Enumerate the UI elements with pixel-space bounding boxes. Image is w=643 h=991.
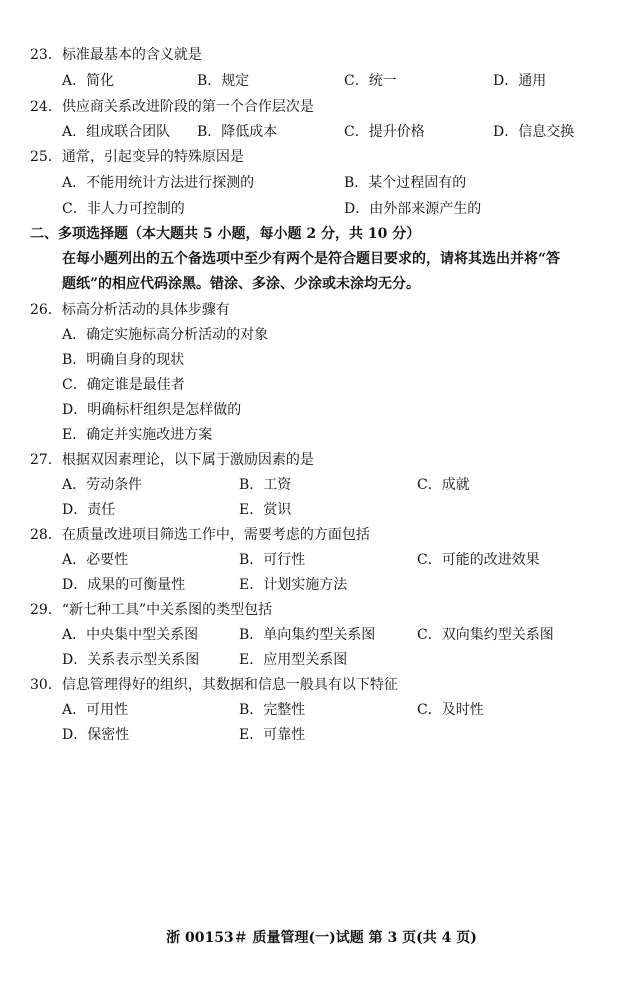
q30-option-a: A．可用性 [62,702,129,718]
q29-option-b: B．单向集约型关系图 [239,627,376,643]
q30-option-e: E．可靠性 [239,727,306,743]
q26-option-b: B．明确自身的现状 [62,352,185,368]
q27-option-a: A．劳动条件 [62,477,143,493]
page-footer: 浙 00153＃ 质量管理(一)试题 第 3 页(共 4 页) [166,930,477,946]
q23-option-c: C．统一 [344,73,397,89]
q29-option-c: C．双向集约型关系图 [417,627,554,643]
section-2-title: 二、多项选择题（本大题共 5 小题，每小题 2 分，共 10 分） [30,226,421,242]
question-24-stem: 24．供应商关系改进阶段的第一个合作层次是 [30,99,314,115]
question-27-stem: 27．根据双因素理论，以下属于激励因素的是 [30,452,314,468]
q24-option-b: B．降低成本 [197,124,278,140]
q28-option-d: D．成果的可衡量性 [62,577,186,593]
q28-option-c: C．可能的改进效果 [417,552,540,568]
q23-option-b: B．规定 [197,73,250,89]
q25-option-b: B．某个过程固有的 [344,175,467,191]
question-28-stem: 28．在质量改进项目筛选工作中，需要考虑的方面包括 [30,527,370,543]
q23-option-a: A．简化 [62,73,115,89]
q25-option-a: A．不能用统计方法进行探测的 [62,175,255,191]
q28-option-e: E．计划实施方法 [239,577,348,593]
question-25-stem: 25．通常，引起变异的特殊原因是 [30,149,244,165]
q26-option-e: E．确定并实施改进方案 [62,427,213,443]
q27-option-d: D．责任 [62,502,116,518]
q25-option-c: C．非人力可控制的 [62,201,185,217]
q24-option-a: A．组成联合团队 [62,124,171,140]
section-2-instruction-line-2: 题纸”的相应代码涂黑。错涂、多涂、少涂或未涂均无分。 [62,276,421,292]
q29-option-d: D．关系表示型关系图 [62,652,200,668]
q27-option-b: B．工资 [239,477,292,493]
q25-option-d: D．由外部来源产生的 [344,201,482,217]
question-26-stem: 26．标高分析活动的具体步骤有 [30,302,230,318]
q28-option-a: A．必要性 [62,552,129,568]
q29-option-e: E．应用型关系图 [239,652,348,668]
q30-option-d: D．保密性 [62,727,130,743]
q27-option-c: C．成就 [417,477,470,493]
q26-option-c: C．确定谁是最佳者 [62,377,185,393]
q26-option-a: A．确定实施标高分析活动的对象 [62,327,269,343]
question-30-stem: 30．信息管理得好的组织，其数据和信息一般具有以下特征 [30,677,398,693]
q27-option-e: E．赏识 [239,502,292,518]
q30-option-c: C．及时性 [417,702,484,718]
q24-option-c: C．提升价格 [344,124,425,140]
q26-option-d: D．明确标杆组织是怎样做的 [62,402,242,418]
q29-option-a: A．中央集中型关系图 [62,627,199,643]
question-23-stem: 23．标准最基本的含义就是 [30,47,202,63]
section-2-instruction-line-1: 在每小题列出的五个备选项中至少有两个是符合题目要求的，请将其选出并将“答 [62,251,561,267]
q30-option-b: B．完整性 [239,702,306,718]
q24-option-d: D．信息交换 [493,124,575,140]
q28-option-b: B．可行性 [239,552,306,568]
question-29-stem: 29．“新七种工具”中关系图的类型包括 [30,602,273,618]
q23-option-d: D．通用 [493,73,547,89]
